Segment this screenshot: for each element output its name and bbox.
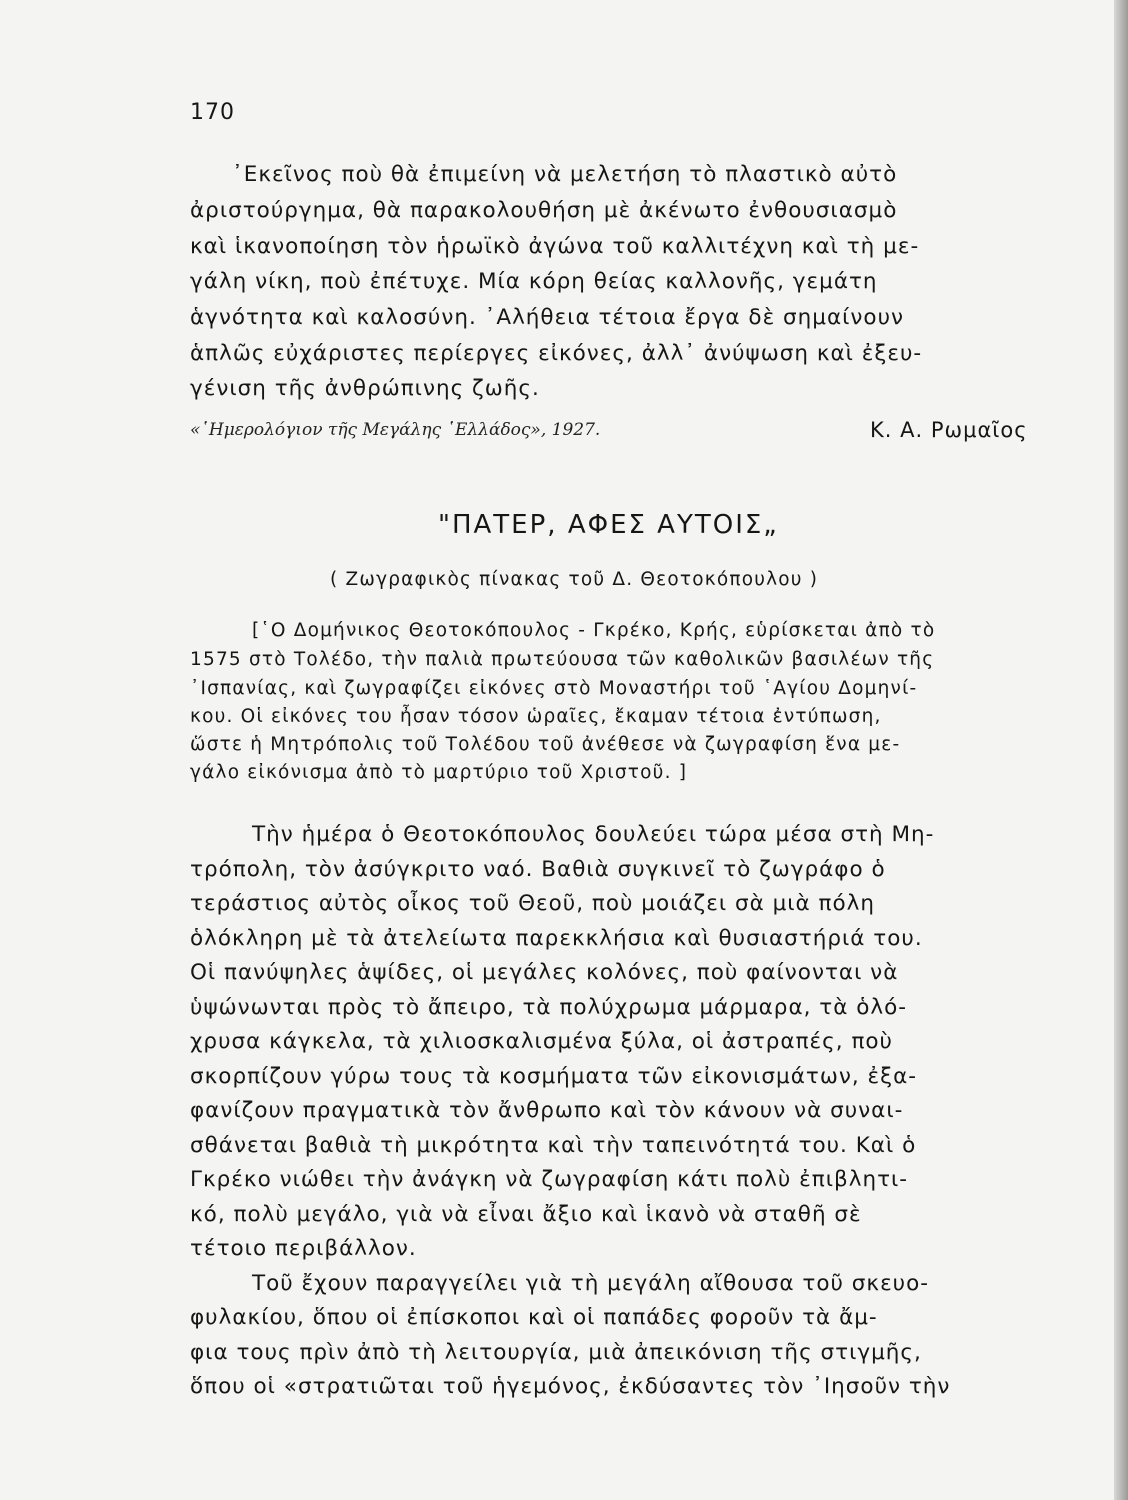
body-line: φανίζουν πραγματικὰ τὸν ἄνθρωπο καὶ τὸν κάνουν νὰ συναι- [190,1098,904,1123]
intro-line: γάλη νίκη, ποὺ ἐπέτυχε. Μία κόρη θείας καλλονῆς, γεμάτη [190,269,878,294]
body-line: ὅπου οἱ «στρατιῶται τοῦ ἡγεμόνος, ἐκδύσαντες τὸν ᾿Ιησοῦν τὴν [190,1374,951,1399]
body-line: Γκρέκο νιώθει τὴν ἀνάγκη νὰ ζωγραφίση κάτι πολὺ ἐπιβλητι- [190,1167,909,1192]
body-line: φυλακίου, ὅπου οἱ ἐπίσκοποι καὶ οἱ παπάδες φοροῦν τὰ ἄμ- [190,1305,878,1330]
page-number: 170 [190,100,235,125]
body-line: Τοῦ ἔχουν παραγγείλει γιὰ τὴ μεγάλη αἴθουσα τοῦ σκευο- [252,1271,930,1296]
body-line: σκορπίζουν γύρω τους τὰ κοσμήματα τῶν εἰκονισμάτων, ἐξα- [190,1064,918,1089]
note-line: ὥστε ἡ Μητρόπολις τοῦ Τολέδου τοῦ ἀνέθεσε νὰ ζωγραφίση ἕνα με- [190,734,901,755]
citation: «῾Ημερολόγιον τῆς Μεγάλης ῾Ελλάδος», 1927. [190,420,601,440]
intro-line: ἀριστούργημα, θὰ παρακολουθήση μὲ ἀκένωτο ἐνθουσιασμὸ [190,198,898,223]
note-line: 1575 στὸ Τολέδο, τὴν παλιὰ πρωτεύουσα τῶν καθολικῶν βασιλέων τῆς [190,649,935,670]
intro-line: καὶ ἱκανοποίηση τὸν ἡρωϊκὸ ἀγώνα τοῦ καλλιτέχνη καὶ τὴ με- [190,234,920,259]
body-line: σθάνεται βαθιὰ τὴ μικρότητα καὶ τὴν ταπεινότητά του. Καὶ ὁ [190,1133,917,1158]
note-line: [῾Ο Δομήνικος Θεοτοκόπουλος - Γκρέκο, Κρής, εὑρίσκεται ἀπὸ τὸ [252,620,936,641]
body-line: τεράστιος αὐτὸς οἶκος τοῦ Θεοῦ, ποὺ μοιάζει σὰ μιὰ πόλη [190,891,876,916]
body-line: Τὴν ἡμέρα ὁ Θεοτοκόπουλος δουλεύει τώρα μέσα στὴ Μη- [252,822,935,847]
body-line: Οἱ πανύψηλες ἁψίδες, οἱ μεγάλες κολόνες, ποὺ φαίνονται νὰ [190,960,899,985]
body-line: τέτοιο περιβάλλον. [190,1236,417,1261]
body-line: τρόπολη, τὸν ἀσύγκριτο ναό. Βαθιὰ συγκινεῖ τὸ ζωγράφο ὁ [190,857,886,882]
body-line: ὑψώνωνται πρὸς τὸ ἄπειρο, τὰ πολύχρωμα μάρμαρα, τὰ ὁλό- [190,995,908,1020]
intro-line: γένιση τῆς ἀνθρώπινης ζωῆς. [190,376,540,401]
intro-line: ᾿Εκεῖνος ποὺ θὰ ἐπιμείνη νὰ μελετήση τὸ πλαστικὸ αὐτὸ [232,162,898,187]
intro-line: ἁγνότητα καὶ καλοσύνη. ᾿Αλήθεια τέτοια ἔργα δὲ σημαίνουν [190,305,905,330]
body-line: φια τους πρὶν ἀπὸ τὴ λειτουργία, μιὰ ἀπεικόνιση τῆς στιγμῆς, [190,1340,922,1365]
body-line: κό, πολὺ μεγάλο, γιὰ νὰ εἶναι ἄξιο καὶ ἱκανὸ νὰ σταθῆ σὲ [190,1202,862,1227]
section-subtitle: ( Ζωγραφικὸς πίνακας τοῦ Δ. Θεοτοκόπουλου ) [330,569,819,590]
note-line: ᾿Ισπανίας, καὶ ζωγραφίζει εἰκόνες στὸ Μοναστήρι τοῦ ῾Αγίου Δομηνί- [190,678,918,699]
note-line: γάλο εἰκόνισμα ἀπὸ τὸ μαρτύριο τοῦ Χριστοῦ. ] [190,762,688,783]
page-edge-shadow [1114,0,1128,1500]
body-line: χρυσα κάγκελα, τὰ χιλιοσκαλισμένα ξύλα, οἱ ἀστραπές, ποὺ [190,1029,893,1054]
author: Κ. Α. Ρωμαῖος [870,418,1028,442]
note-line: κου. Οἱ εἰκόνες του ἦσαν τόσον ὡραῖες, ἔκαμαν τέτοια ἐντύπωση, [190,706,882,727]
body-line: ὁλόκληρη μὲ τὰ ἀτελείωτα παρεκκλήσια καὶ θυσιαστήριά του. [190,926,923,951]
section-title: "ΠΑΤΕΡ, ΑΦΕΣ ΑΥΤΟΙΣ„ [438,510,779,540]
intro-line: ἁπλῶς εὐχάριστες περίεργες εἰκόνες, ἀλλ᾿ ἀνύψωση καὶ ἐξευ- [190,341,923,366]
